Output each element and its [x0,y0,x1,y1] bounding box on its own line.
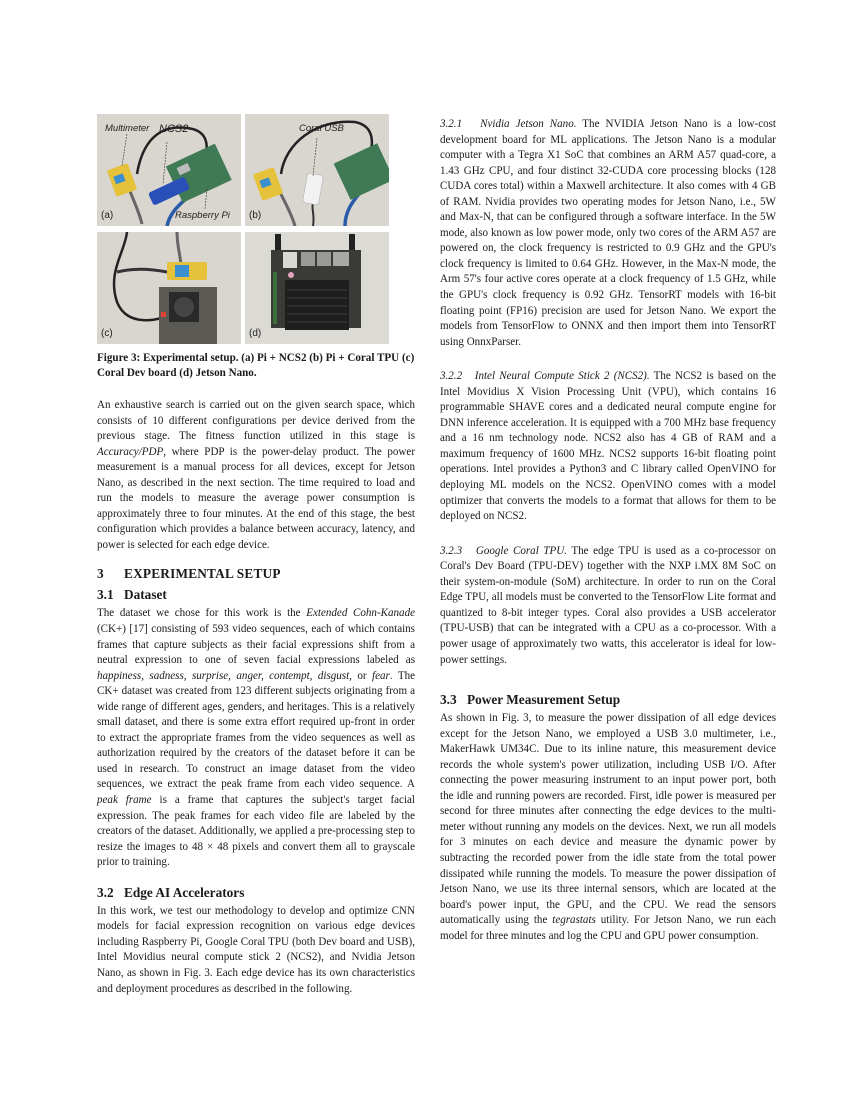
section-number: 3.2 [97,884,114,900]
section-title: Edge AI Accelerators [124,884,245,900]
tag-coral-usb: Coral USB [299,123,344,134]
jetson-nano-paragraph [440,117,776,350]
ncs2-paragraph [440,369,776,524]
panel-label-c: (c) [101,328,113,339]
subsection-title: Nvidia Jetson Nano. [480,118,577,130]
tag-raspberry-pi: Raspberry Pi [175,210,230,221]
panel-label-a: (a) [101,210,114,221]
intro-paragraph [97,398,415,553]
dataset-name: Extended Cohn-Kanade [306,607,415,620]
section-number: 3.3 [440,692,457,708]
power-measurement-paragraph [440,711,776,944]
panel-label-d: (d) [249,328,262,339]
peak-frame-term: peak frame [97,794,152,807]
section-title: EXPERIMENTAL SETUP [124,566,281,582]
tag-multimeter: Multimeter [105,123,150,134]
photo-pi-coral-usb [245,114,389,226]
edge-accelerators-paragraph: In this work, we test our methodology to develop and optimize CNN models for facial expression recognition on various edge devices including Raspberry Pi, Google Coral TPU (both Dev board and USB), Intel Movidius neural compute stick 2 (NCS2), and Nvidia Jetson Nano, as shown in Fig. 3. Each edge device has its own characteristics and deployment procedures as described in the following. [97,904,415,995]
section-3-1-heading [97,587,415,603]
power-text-2: utility. For Jetson Nano, we run each model for three minutes and log the CPU and GPU power consumption. [440,914,777,942]
power-text-1: As shown in Fig. 3, to measure the power dissipation of all edge devices except for the Jetson Nano, we employed a USB 3.0 multimeter, i.e., MakerHawk UM34C. Due to its inline nature, this measurement device records the whole system's power utilization, including USB I/O. After connecting the power measuring instrument to an input power port, both the idle and running powers are recorded. First, idle power is measured per second for three minutes after connecting the edge devices to the multi-meter without running any models on the devices. Next, we run all models for 3 minutes on each device and measure the dynamic power by subtracting the recorded power from the idle state from the total power dissipated while running the models. To measure the power dissipation of Jetson Nano, we use its three internal sensors, which are located at the board's power input, the GPU, and the CPU. We read the sensors automatically using the [440,712,776,927]
left-column [97,114,415,997]
subsection-3-2-3-heading [440,545,567,557]
section-title: Power Measurement Setup [467,692,621,708]
intro-text-1: An exhaustive search is carried out on the given search space, which consists of 10 different configurations per device derived from the previous stage. The fitness function utilized in this stage is [97,399,415,443]
fitness-formula: Accuracy/PDP [97,445,164,458]
section-number: 3 [97,566,104,582]
intro-text-2: , where PDP is the power-delay product. The power measurement is a manual process for all devices, except for Jetson Nano, as described in the next section. The time required to load and run the models to measure the average power consumption is approximately three to four minutes. At the end of this stage, the best configuration which provides a balance between accuracy, latency, and power is selected for each edge device. [97,445,415,551]
figure-3 [97,114,393,344]
emotion-fear: fear [372,669,390,682]
dataset-text-2: (CK+) [17] consisting of 593 video sequences, each of which contains frames that capture subjects as their facial expressions shift from a neutral expression to one of seven facial expressions labeled as [97,623,415,667]
coral-tpu-text: The edge TPU is used as a co-processor on Coral's Dev Board (TPU-DEV) together with the NXP i.MX 8M SoC on their system-on-module (SoM) architecture. In order to run on the Coral Edge TPU, all models must be converted to the TensorFlow Lite format and quantized to 8-bit integer types. Coral also provides a USB accelerator (TPU-USB) that can be integrated with a CPU as a co-processor. With a power usage of approximately two watts, this accelerator is ideal for low-power settings. [440,544,777,666]
photo-jetson-nano [245,232,389,344]
subsection-title: Intel Neural Compute Stick 2 (NCS2). [474,370,650,383]
dataset-text-3: . The CK+ dataset was created from 123 different subjects originating from a wide range of different ages, genders, and heritages. This is a relatively small dataset, and there is some extra effort required up-front in order to extract the appropriate frames from the video sequences as well as authorization required by the creators of the dataset before it can be used in research. To construct an image dataset from the video sequences, we extract the peak frame from each video sequence. A [97,669,415,791]
dataset-text-4: is a frame that captures the subject's target facial expression. The peak frames for each video file are labeled by the creators of the dataset. Additionally, we applied a pre-processing step to resize the images to 48 × 48 pixels and convert them all to grayscale prior to training. [97,794,415,869]
panel-label-b: (b) [249,210,262,221]
conjunction: or [351,669,373,682]
subsection-title: Google Coral TPU. [475,544,567,557]
emotion-list: happiness, sadness, surprise, anger, contempt, disgust, [97,669,352,682]
section-3-2-heading [97,885,415,901]
right-column [440,117,776,944]
dataset-paragraph [97,606,415,870]
subsection-3-2-1-heading [440,118,577,130]
tag-ncs2: NCS2 [159,123,189,135]
ncs2-text: The NCS2 is based on the Intel Movidius X Vision Processing Unit (VPU), which contains 16 programmable SHAVE cores and a dedicated neural compute engine for DNN inference acceleration. It is equipped with a 700 MHz base frequency and a 16 nm technology node. NCS2 also has 4 GB of RAM and a maximum frequency of 1600 MHz. NCS2 supports 16-bit floating point operations. Intel provides a Python3 and C library called OpenVINO for deploying ML models on the NCS2. OpenVINO comes with a model optimizer that converts the models to a format that allows for them to be deployed on NCS2. [440,370,776,523]
section-title: Dataset [124,587,167,603]
figure-caption: Figure 3: Experimental setup. (a) Pi + NCS2 (b) Pi + Coral TPU (c) Coral Dev board (d) Jetson Nano. [97,352,415,379]
coral-tpu-paragraph [440,544,776,668]
section-3-heading [97,566,415,582]
photo-coral-dev-board-image [97,232,241,344]
photo-pi-ncs2 [97,114,241,226]
dataset-text-1: The dataset we chose for this work is the [97,607,307,620]
jetson-nano-text: The NVIDIA Jetson Nano is a low-cost development board for ML applications. The Jetson Nano is a modular computer with a Tegra X1 SoC that combines an ARM A57 quad-core, a 1.43 GHz CPU, and four distinct 32-CUDA core processing blocks (128 CUDA cores total) within a Maxwell architecture. It also comes with 4 GB of RAM. Nvidia provides two operating modes for Jetson Nano, i.e., 5W and Max-N, that can be configured through a software interface. In the 5W mode, also known as low power mode, only two cores of the ARM A57 are powered on, the clock frequency is restricted to 0.9 GHz and the GPU's clock frequency is limited to 0.64 GHz. However, in the Max-N mode, the Arm 57's four active cores operate at a clock frequency of 1.5 GHz, while the GPU's clock frequency is 0.92 GHz. TensorRT models with 16-bit floating point (FP16) precision are used for Jetson Nano. We export the models from TensorFlow to ONNX and then import them into TensorRT using OnnxParser. [440,118,777,348]
subsection-number: 3.2.3 [440,544,463,557]
photo-coral-dev-board [97,232,241,344]
subsection-3-2-2-heading [440,370,650,382]
subsection-number: 3.2.1 [440,118,463,130]
subsection-number: 3.2.2 [440,370,463,383]
section-number: 3.1 [97,587,114,603]
section-3-3-heading [440,692,776,708]
photo-jetson-nano-image [245,232,389,344]
tegrastats-term: tegrastats [552,914,596,927]
